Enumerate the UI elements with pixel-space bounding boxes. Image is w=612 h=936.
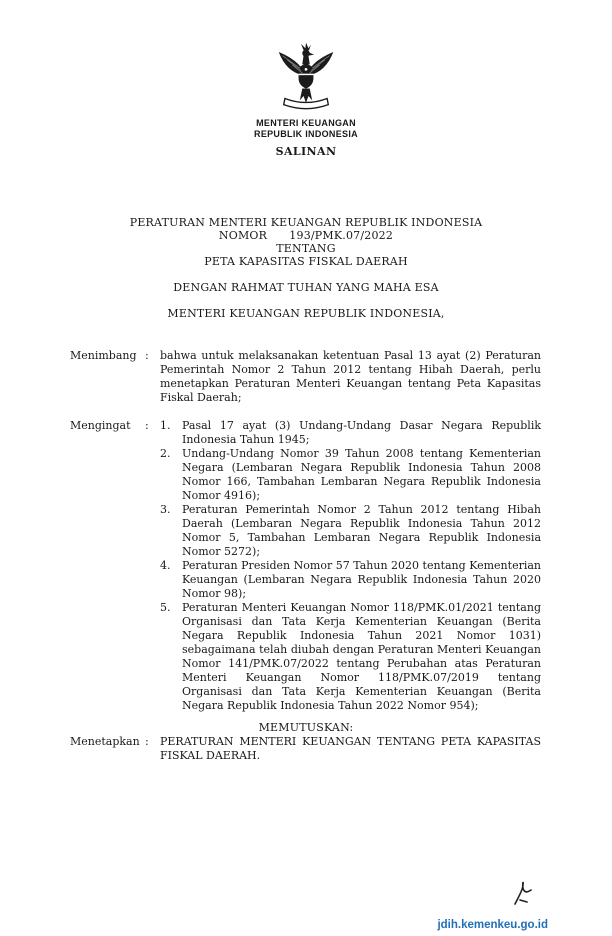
letterhead (0, 0, 612, 158)
recalling-clause (0, 419, 612, 713)
jdih-link[interactable]: jdih.kemenkeu.go.id (437, 919, 548, 931)
regulation-subject: PETA KAPASITAS FISKAL DAERAH (204, 255, 408, 268)
considering-label: Menimbang (70, 349, 137, 362)
authority-line: MENTERI KEUANGAN REPUBLIK INDONESIA, (167, 307, 445, 320)
regulation-number: NOMOR 193/PMK.07/2022 (218, 229, 394, 242)
list-item-number: 3. (160, 503, 171, 516)
list-item-text: Peraturan Presiden Nomor 57 Tahun 2020 tentang Kementerian Keuangan (Lembaran Negara Republik Indonesia Tahun 2020 Nomor 98); (182, 559, 541, 600)
enacting-text: PERATURAN MENTERI KEUANGAN TENTANG PETA KAPASITAS FISKAL DAERAH. (160, 735, 541, 762)
list-item-text: Peraturan Menteri Keuangan Nomor 118/PMK.01/2021 tentang Organisasi dan Tata Kerja Kementerian Keuangan (Berita Negara Republik Indonesia Tahun 2021 Nomor 1031) sebagaimana telah diubah dengan Peraturan Menteri Keuangan Nomor 141/PMK.07/2022 tentang Perubahan atas Peraturan Menteri Keuangan Nomor 118/PMK.07/2019 tentang Organisasi dan Tata Kerja Kementerian Keuangan (Berita Negara Republik Indonesia Tahun 2022 Nomor 954); (182, 601, 541, 712)
garuda-pancasila-emblem (275, 38, 337, 118)
grace-line: DENGAN RAHMAT TUHAN YANG MAHA ESA (173, 281, 439, 294)
recalling-label: Mengingat (70, 419, 131, 432)
regulation-title-line3: TENTANG (276, 242, 336, 255)
enacting-clause (0, 735, 612, 763)
list-item-number: 2. (160, 447, 171, 460)
list-item-number: 4. (160, 559, 171, 572)
copy-stamp: SALINAN (275, 145, 337, 158)
list-item-text: Undang-Undang Nomor 39 Tahun 2008 tentang Kementerian Negara (Lembaran Negara Republik Indonesia Tahun 2008 Nomor 166, Tambahan Lembaran Negara Republik Indonesia Nomor 4916); (182, 447, 541, 502)
considering-text: bahwa untuk melaksanakan ketentuan Pasal 13 ayat (2) Peraturan Pemerintah Nomor 2 Tahun 2012 tentang Hibah Daerah, perlu menetapkan Peraturan Menteri Keuangan tentang Peta Kapasitas Fiskal Daerah; (160, 349, 541, 404)
list-item-text: Pasal 17 ayat (3) Undang-Undang Dasar Negara Republik Indonesia Tahun 1945; (182, 419, 541, 446)
paraf-signature-mark (512, 880, 534, 908)
list-item (160, 601, 541, 713)
list-item (160, 419, 541, 447)
list-item-number: 5. (160, 601, 171, 614)
recalling-list (160, 419, 541, 713)
decision-heading: MEMUTUSKAN: (258, 721, 354, 734)
list-item (160, 447, 541, 503)
list-item (160, 559, 541, 601)
enacting-colon: : (145, 735, 149, 748)
enacting-label: Menetapkan (70, 735, 140, 748)
regulation-title-line1: PERATURAN MENTERI KEUANGAN REPUBLIK INDONESIA (129, 216, 483, 229)
considering-colon: : (145, 349, 149, 362)
list-item (160, 503, 541, 559)
ministry-name-line1: MENTERI KEUANGAN (256, 118, 356, 128)
list-item-text: Peraturan Pemerintah Nomor 2 Tahun 2012 tentang Hibah Daerah (Lembaran Negara Republik Indonesia Tahun 2012 Nomor 5, Tambahan Lembaran Negara Republik Indonesia Nomor 5272); (182, 503, 541, 558)
considering-clause (0, 349, 612, 405)
regulation-title-block (0, 216, 612, 268)
list-item-number: 1. (160, 419, 171, 432)
recalling-colon: : (145, 419, 149, 432)
ministry-name-line2: REPUBLIK INDONESIA (254, 129, 358, 139)
